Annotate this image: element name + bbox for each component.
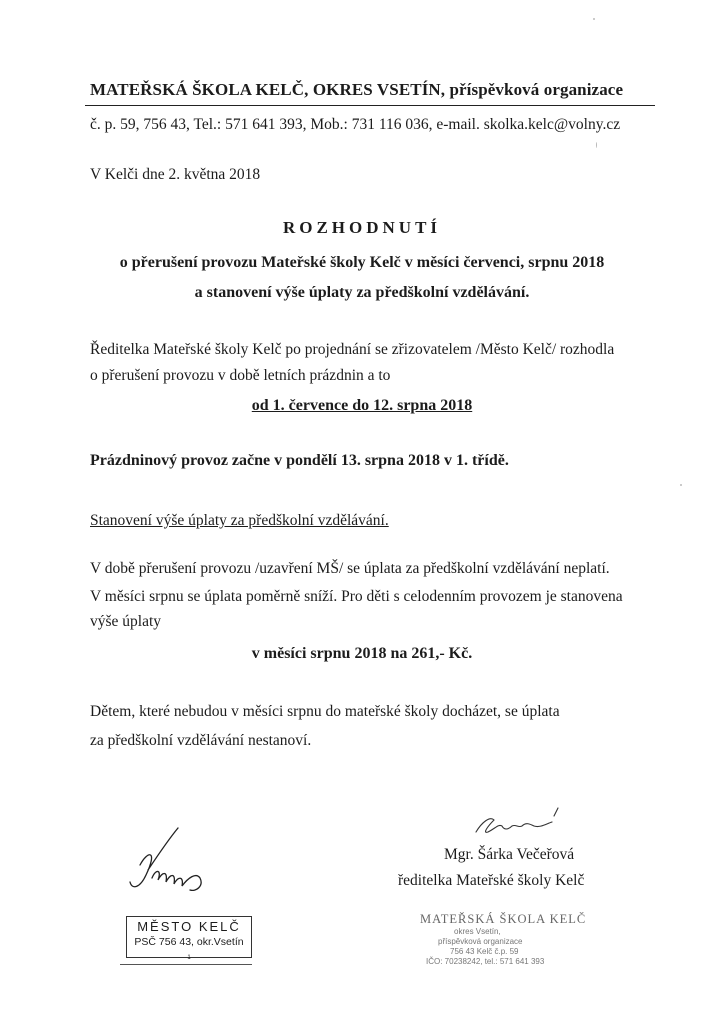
town-stamp-line2: PSČ 756 43, okr.Vsetín bbox=[134, 936, 244, 948]
paragraph-3-line2: za předškolní vzdělávání nestanoví. bbox=[90, 732, 312, 749]
letterhead-divider bbox=[85, 105, 655, 106]
school-stamp-line5: IČO: 70238242, tel.: 571 641 393 bbox=[426, 957, 545, 966]
scan-speck bbox=[596, 142, 597, 148]
paragraph-1-line2: o přerušení provozu v době letních prázdnin a to bbox=[90, 367, 391, 384]
school-stamp-line4: 756 43 Kelč č.p. 59 bbox=[450, 947, 519, 956]
paragraph-3-line1: Dětem, které nebudou v měsíci srpnu do mateřské školy docházet, se úplata bbox=[90, 703, 560, 720]
paragraph-1-line1: Ředitelka Mateřské školy Kelč po projednání se zřizovatelem /Město Kelč/ rozhodla bbox=[90, 341, 615, 358]
school-stamp bbox=[420, 912, 590, 967]
town-stamp-line3: 1 bbox=[187, 955, 191, 961]
scan-speck bbox=[593, 18, 595, 20]
decision-title: ROZHODNUTÍ bbox=[282, 218, 442, 237]
holiday-operation: Prázdninový provoz začne v pondělí 13. srpna 2018 v 1. třídě. bbox=[90, 452, 509, 469]
decision-subtitle-line1: o přerušení provozu Mateřské školy Kelč v měsíci červenci, srpnu 2018 bbox=[119, 254, 605, 271]
place-date: V Kelči dne 2. května 2018 bbox=[90, 166, 261, 183]
closure-period: od 1. července do 12. srpna 2018 bbox=[251, 397, 473, 414]
decision-subtitle-line2: a stanovení výše úplaty za předškolní vzdělávání. bbox=[194, 284, 530, 301]
fee-amount: v měsíci srpnu 2018 na 261,- Kč. bbox=[251, 645, 473, 662]
paragraph-2-line1: V době přerušení provozu /uzavření MŠ/ se úplata za předškolní vzdělávání neplatí. bbox=[90, 560, 610, 577]
town-stamp bbox=[126, 916, 252, 961]
school-stamp-line2: okres Vsetín, bbox=[454, 927, 501, 936]
paragraph-2-line2: V měsíci srpnu se úplata poměrně sníží. Pro děti s celodenním provozem je stanovena bbox=[90, 588, 623, 605]
letterhead-contact: č. p. 59, 756 43, Tel.: 571 641 393, Mob.: 731 116 036, e-mail. skolka.kelc@volny.cz bbox=[90, 116, 621, 133]
signatory-role: ředitelka Mateřské školy Kelč bbox=[398, 872, 585, 889]
paragraph-2-line3: výše úplaty bbox=[90, 613, 162, 630]
scan-speck bbox=[680, 484, 682, 486]
school-stamp-line1: MATEŘSKÁ ŠKOLA KELČ bbox=[420, 912, 587, 926]
town-stamp-line1: MĚSTO KELČ bbox=[137, 919, 241, 934]
school-stamp-line3: příspěvková organizace bbox=[438, 937, 523, 946]
mayor-signature bbox=[118, 820, 228, 900]
director-signature bbox=[468, 802, 578, 842]
signatory-name: Mgr. Šárka Večeřová bbox=[444, 846, 575, 863]
stamp-underline bbox=[120, 964, 252, 965]
section-heading: Stanovení výše úplaty za předškolní vzdělávání. bbox=[90, 512, 389, 529]
letterhead-title: MATEŘSKÁ ŠKOLA KELČ, OKRES VSETÍN, příspěvková organizace bbox=[90, 80, 624, 99]
